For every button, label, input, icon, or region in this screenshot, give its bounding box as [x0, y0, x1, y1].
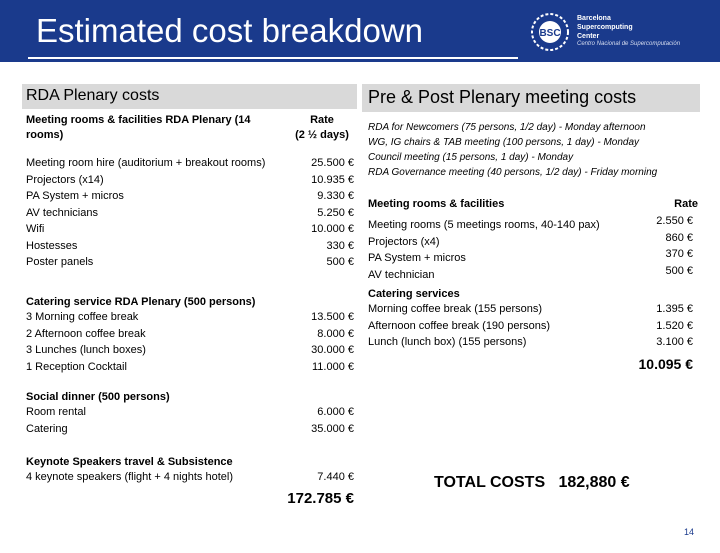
- keynote-value: 7.440 €: [317, 471, 354, 483]
- title-underline: [28, 57, 518, 59]
- list-value: 1.395 €: [656, 303, 693, 315]
- keynote-heading: Keynote Speakers travel & Subsistence: [26, 456, 233, 468]
- list-value: 500 €: [326, 256, 354, 268]
- list-value: 500 €: [665, 264, 693, 277]
- rooms-heading: Meeting rooms & facilities RDA Plenary (14 rooms): [26, 114, 251, 141]
- rate-heading: [286, 113, 358, 143]
- list-item: PA System + micros: [368, 252, 466, 264]
- list-item: Lunch (lunch box) (155 persons): [368, 336, 527, 348]
- list-item: 3 Lunches (lunch boxes): [26, 344, 146, 356]
- list-item: Council meeting (15 persons, 1 day) - Monday: [368, 152, 574, 163]
- logo-mark-text: BSC: [539, 28, 561, 39]
- rda-plenary-total: 172.785 €: [287, 490, 354, 507]
- list-value: 3.100 €: [656, 336, 693, 348]
- list-item: AV technician: [368, 268, 435, 281]
- meeting-rooms-heading: Meeting rooms & facilities: [368, 198, 505, 210]
- bsc-logo-icon: [529, 12, 571, 52]
- pre-post-section-title: Pre & Post Plenary meeting costs: [368, 87, 637, 107]
- list-item: 1 Reception Cocktail: [26, 360, 127, 373]
- pre-post-total: 10.095 €: [638, 356, 693, 372]
- catering-heading: Catering service RDA Plenary (500 persons): [26, 296, 256, 308]
- list-item: Afternoon coffee break (190 persons): [368, 319, 551, 332]
- list-value: 370 €: [665, 248, 693, 260]
- list-value: 2.550 €: [656, 215, 693, 227]
- list-value: 1.520 €: [656, 319, 693, 332]
- page-title: Estimated cost breakdown: [36, 12, 424, 49]
- rda-plenary-section-title: RDA Plenary costs: [26, 87, 160, 104]
- total-costs-label: TOTAL COSTS: [434, 474, 546, 491]
- meeting-values-list: [656, 213, 693, 279]
- logo-line-3: Center: [577, 33, 600, 40]
- list-value: 11.000 €: [311, 360, 354, 373]
- list-item: Morning coffee break (155 persons): [368, 303, 543, 315]
- list-value: 25.500 €: [311, 157, 354, 169]
- list-item: RDA Governance meeting (40 persons, 1/2 day) - Friday morning: [368, 167, 658, 178]
- meeting-rooms-rate-heading: Rate: [674, 198, 698, 210]
- list-item: Meeting room hire (auditorium + breakout rooms): [26, 157, 266, 169]
- catering-values-list: [311, 309, 354, 375]
- list-item: Wifi: [26, 223, 45, 235]
- total-costs-value: 182,880 €: [558, 474, 630, 491]
- logo-line-1: Barcelona: [577, 15, 611, 22]
- page-number: 14: [683, 527, 694, 537]
- list-item: 2 Afternoon coffee break: [26, 327, 146, 340]
- meeting-items-list: [368, 217, 600, 283]
- list-item: WG, IG chairs & TAB meeting (100 persons, 1 day) - Monday: [368, 137, 640, 148]
- total-costs: [434, 474, 630, 492]
- list-value: 35.000 €: [311, 422, 354, 435]
- list-item: AV technicians: [26, 206, 98, 219]
- rate-heading-line-1: Rate: [310, 114, 334, 126]
- list-value: 9.330 €: [317, 190, 354, 202]
- list-item: Projectors (x14): [26, 173, 104, 186]
- keynote-item: 4 keynote speakers (flight + 4 nights hotel): [26, 471, 233, 483]
- list-value: 10.000 €: [311, 223, 354, 235]
- bsc-logo: [529, 12, 709, 54]
- room-items-list: [26, 155, 265, 271]
- list-item: Room rental: [26, 406, 86, 418]
- list-item: Hostesses: [26, 239, 78, 252]
- list-value: 5.250 €: [317, 206, 354, 219]
- social-values-list: [311, 404, 354, 437]
- list-item: Projectors (x4): [368, 235, 440, 248]
- rate-heading-line-2: (2 ½ days): [295, 129, 349, 141]
- pre-post-meetings-list: [368, 120, 657, 180]
- list-value: 10.935 €: [311, 173, 354, 186]
- catering-services-values: [656, 301, 693, 351]
- catering-services-list: [368, 301, 550, 351]
- list-item: Meeting rooms (5 meetings rooms, 40-140 pax): [368, 219, 600, 231]
- list-item: RDA for Newcomers (75 persons, 1/2 day) - Monday afternoon: [368, 122, 646, 133]
- list-value: 13.500 €: [311, 311, 354, 323]
- list-value: 6.000 €: [317, 406, 354, 418]
- list-value: 330 €: [326, 239, 354, 252]
- social-items-list: [26, 404, 86, 437]
- room-values-list: [311, 155, 354, 271]
- catering-services-heading: Catering services: [368, 288, 460, 300]
- list-value: 30.000 €: [311, 344, 354, 356]
- catering-items-list: [26, 309, 146, 375]
- logo-text: [577, 14, 633, 41]
- list-item: 3 Morning coffee break: [26, 311, 139, 323]
- list-item: Poster panels: [26, 256, 94, 268]
- list-value: 860 €: [665, 231, 693, 244]
- list-item: Catering: [26, 422, 68, 435]
- social-dinner-heading: Social dinner (500 persons): [26, 391, 170, 403]
- logo-line-2: Supercomputing: [577, 24, 633, 31]
- list-value: 8.000 €: [317, 327, 354, 340]
- logo-subtitle: Centro Nacional de Supercomputación: [577, 41, 681, 47]
- list-item: PA System + micros: [26, 190, 124, 202]
